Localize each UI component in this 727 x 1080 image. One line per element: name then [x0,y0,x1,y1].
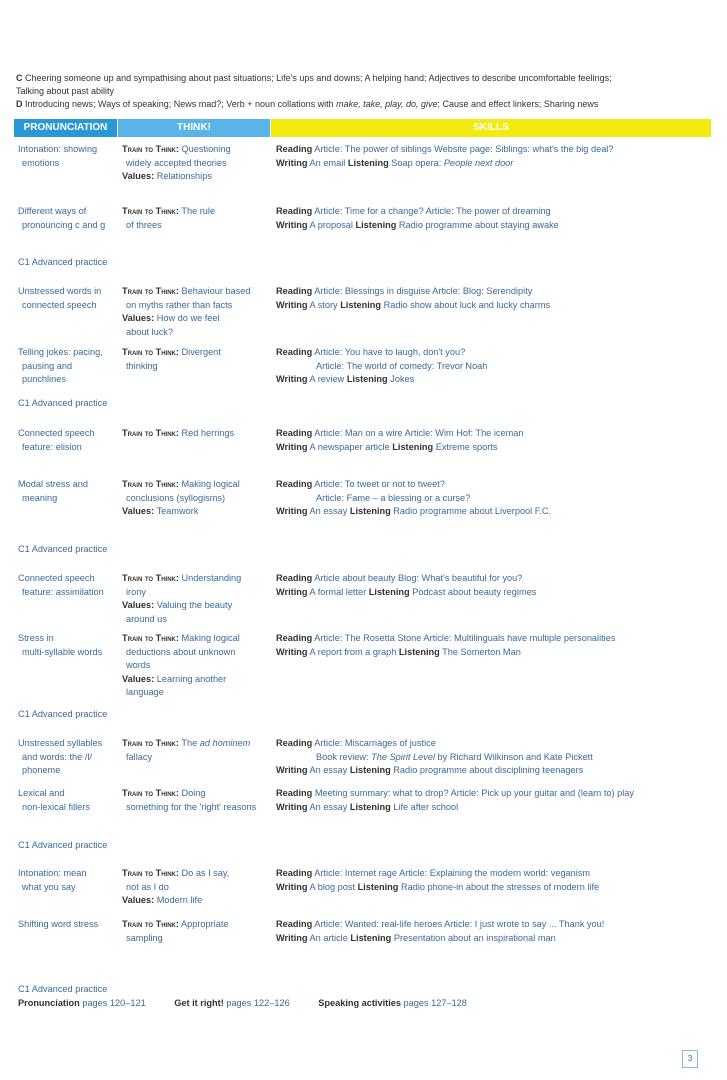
train-text-cont: of threes [126,219,162,230]
unit-d-verbs: make, take, play, do, give [336,99,438,109]
writing-listening [276,299,721,313]
unit-summary [16,72,716,111]
values-text: Learning another [156,673,227,684]
listening-label: Listening [368,586,410,597]
page-number: 3 [682,1050,698,1068]
pronunciation-text: pausing and [22,360,73,371]
reading-text: Article: To tweet or not to tweet? [314,479,445,489]
reading-label: Reading [276,868,313,878]
pronunciation-cell [18,346,116,387]
values-text: Valuing the beauty [156,600,233,610]
pronunciation-text: Stress in [18,633,54,643]
listening-label: Listening [355,219,397,230]
header-pronunciation: PRONUNCIATION [14,119,117,137]
train-label: Train to Think: [122,144,179,154]
think-cell [122,918,274,945]
values-text-cont: around us [126,613,167,624]
writing-listening [276,373,721,387]
advanced-practice-label: C1 Advanced practice [18,257,108,267]
pronunciation-text: Connected speech [18,428,95,438]
listening-text: Soap opera: [391,157,444,168]
skills-cell [276,787,721,814]
reading [276,572,721,586]
advanced-practice-label: C1 Advanced practice [18,984,108,994]
unit-d-summary [16,98,716,111]
reading-label: Reading [276,206,313,216]
reading [276,787,721,801]
reading-text: Article: Blessings in disguise Article: Blog: Serendipity [314,286,533,296]
values-text-cont: about luck? [126,326,173,337]
reading [276,143,721,157]
advanced-practice-label: C1 Advanced practice [18,544,108,554]
unit-c-summary [16,72,716,98]
unit-letter-d: D [16,99,23,109]
reading-text: Article: Wanted: real-life heroes Article: I just wrote to say ... Thank you! [314,919,605,929]
values [122,312,274,326]
listening-title: People next door [443,157,514,168]
skills-cell [276,478,721,519]
reading [276,632,721,646]
pronunciation-cell [18,205,116,232]
values [122,599,274,613]
pronunciation-cell [18,143,116,170]
writing-label: Writing [276,765,308,775]
train-text: Behaviour based [181,286,251,296]
pronunciation-text: multi-syllable words [22,646,103,657]
train-text-cont: deductions about unknown [126,646,236,657]
listening-text: Presentation about an inspirational man [393,932,556,943]
pronunciation-text: Unstressed syllables [18,738,103,748]
reading-label: Reading [276,347,313,357]
think-cell [122,867,274,908]
values-text: Relationships [156,171,212,181]
listening-text: Life after school [393,801,459,812]
train-to-think [122,737,274,751]
skills-cell [276,632,721,659]
skills-cell [276,285,721,312]
footer-speaking-label: Speaking activities [318,998,401,1008]
reading-label: Reading [276,286,313,296]
footer-get-it-right-label: Get it right! [174,998,224,1008]
train-text: Making logical [181,633,240,643]
listening-text: The Somerton Man [442,646,521,657]
train-text: Divergent [181,347,221,357]
train-text-cont: thinking [126,360,158,371]
pronunciation-text: what you say [22,881,76,892]
reading-book-review [276,751,721,765]
skills-cell [276,143,721,170]
think-cell [122,787,274,814]
train-text: Understanding [181,573,242,583]
listening-label: Listening [340,299,382,310]
think-cell [122,346,274,373]
pronunciation-cell [18,285,116,312]
footer-pronunciation-pages: pages 120–121 [82,998,146,1008]
pronunciation-cell [18,632,116,659]
train-label: Train to Think: [122,738,179,748]
pronunciation-text: pronouncing c and g [22,219,106,230]
values-label: Values: [122,895,155,905]
advanced-practice-label: C1 Advanced practice [18,398,108,408]
writing-listening [276,881,721,895]
skills-cell [276,205,721,232]
writing-listening [276,441,721,455]
listening-text: Radio programme about Liverpool F.C. [393,506,552,516]
book-title: The Spirit Level [371,751,435,762]
advanced-practice-label: C1 Advanced practice [18,709,108,719]
train-label: Train to Think: [122,633,179,643]
train-to-think [122,918,274,932]
listening-label: Listening [349,765,391,775]
reading [276,867,721,881]
pronunciation-cell [18,478,116,505]
train-to-think [122,572,274,586]
reading-text: Article: Time for a change? Article: The power of dreaming [314,206,551,216]
pronunciation-text: Shifting word stress [18,919,99,929]
think-cell [122,205,274,232]
values [122,673,274,687]
pronunciation-text: Modal stress and [18,479,88,489]
writing-label: Writing [276,586,308,597]
think-cell [122,632,274,700]
train-label: Train to Think: [122,788,179,798]
footer-speaking-pages: pages 127–128 [403,998,467,1008]
listening-label: Listening [392,441,434,452]
values-label: Values: [122,673,155,684]
think-cell [122,737,274,764]
train-label: Train to Think: [122,347,179,357]
train-to-think [122,867,274,881]
train-text-cont: irony [126,586,146,597]
train-text-cont: not as I do [126,881,169,892]
writing-text: A blog post [309,881,355,892]
listening-label: Listening [398,646,440,657]
skills-cell [276,427,721,454]
train-label: Train to Think: [122,573,179,583]
writing-text: A formal letter [309,586,367,597]
train-text: Making logical [181,479,240,489]
train-text-cont: words [126,660,151,670]
reading-text: Article: Miscarriages of justice [314,738,436,748]
reading-text: Article: The power of siblings Website page: Siblings: what's the big deal? [314,144,614,154]
train-to-think [122,285,274,299]
advanced-practice-label: C1 Advanced practice [18,840,108,850]
reading-text: Article about beauty Blog: What's beautiful for you? [314,573,523,583]
pronunciation-text: punchlines [22,374,66,384]
listening-text: Extreme sports [435,441,498,452]
writing-label: Writing [276,881,308,892]
pronunciation-cell [18,867,116,894]
writing-label: Writing [276,219,308,230]
header-skills: SKILLS [270,119,711,137]
writing-text: An essay [309,765,348,775]
think-cell [122,143,274,184]
pronunciation-text: non-lexical fillers [22,801,90,812]
reading-label: Reading [276,144,313,154]
train-text-cont: conclusions (syllogisms) [126,492,226,503]
values-text-cont: language [126,687,164,697]
unit-letter-c: C [16,73,23,83]
train-text-cont: sampling [126,932,163,943]
reading-text: Article: Internet rage Article: Explaining the modern world: veganism [314,868,591,878]
train-label: Train to Think: [122,206,179,216]
train-text: Questioning [181,144,231,154]
listening-text: Radio phone-in about the stresses of modern life [400,881,600,892]
reading-label: Reading [276,633,313,643]
writing-text: A newspaper article [309,441,390,452]
writing-listening [276,801,721,815]
values-label: Values: [122,600,155,610]
reading-text: Article: Man on a wire Article: Wim Hof: The iceman [314,428,524,438]
unit-c-text: Cheering someone up and sympathising about past situations; Life's ups and downs; A helping hand; Adjectives to describe uncomfortable feelings; [25,73,612,83]
train-label: Train to Think: [122,286,179,296]
pronunciation-text: feature: elision [22,441,82,452]
header-think: THINK! [117,119,270,137]
values [122,894,274,908]
listening-text: Radio programme about disciplining teenagers [393,765,584,775]
skills-cell [276,346,721,387]
skills-cell [276,918,721,945]
writing-label: Writing [276,299,308,310]
train-text: Do as I say, [181,868,230,878]
writing-listening [276,505,721,519]
book-review-text: Book review: [316,751,372,762]
writing-text: An article [309,932,348,943]
reading-text: Meeting summary: what to drop? Article: Pick up your guitar and (learn to) play [314,788,634,798]
writing-label: Writing [276,441,308,452]
listening-text: Jokes [390,374,415,384]
reading-text-cont: Article: Fame – a blessing or a curse? [316,492,471,503]
writing-text: A review [309,374,345,384]
reading-label: Reading [276,428,313,438]
values-label: Values: [122,171,155,181]
writing-label: Writing [276,157,308,168]
writing-listening [276,932,721,946]
train-text: The rule [181,206,216,216]
unit-d-text-end: ; Cause and effect linkers; Sharing news [437,99,599,109]
values [122,170,274,184]
pronunciation-text: feature: assimilation [22,586,104,597]
listening-label: Listening [349,506,391,516]
pronunciation-text: Different ways of [18,206,87,216]
train-label: Train to Think: [122,919,179,929]
reading-text: Article: The Rosetta Stone Article: Multilinguals have multiple personalities [314,633,616,643]
values-label: Values: [122,313,155,323]
writing-text: A report from a graph [309,646,397,657]
reading-label: Reading [276,573,313,583]
pronunciation-cell [18,572,116,599]
pronunciation-text: Telling jokes: pacing, [18,347,103,357]
pronunciation-text: Intonation: mean [18,868,87,878]
train-label: Train to Think: [122,868,179,878]
reading-label: Reading [276,919,313,929]
writing-listening [276,764,721,778]
unit-d-text: Introducing news; Ways of speaking; News mad?; Verb + noun collations with [25,99,337,109]
reading [276,285,721,299]
train-to-think [122,787,274,801]
book-authors: by Richard Wilkinson and Kate Pickett [435,751,593,762]
think-cell [122,478,274,519]
writing-text: An email [309,157,346,168]
values-text: Teamwork [156,506,199,516]
pronunciation-text: phoneme [22,765,61,775]
pronunciation-text: connected speech [22,299,97,310]
values-label: Values: [122,506,155,516]
listening-label: Listening [346,374,388,384]
pronunciation-text: and words: the /l/ [22,751,92,762]
writing-listening [276,586,721,600]
writing-listening [276,157,721,171]
think-cell [122,285,274,339]
pronunciation-cell [18,427,116,454]
train-to-think [122,143,274,157]
reading-label: Reading [276,738,313,748]
train-text: Doing [181,788,206,798]
train-text: Appropriate [181,919,229,929]
pronunciation-text: Connected speech [18,573,95,583]
skills-cell [276,737,721,778]
page-footer [18,997,493,1011]
writing-label: Writing [276,932,308,943]
train-to-think [122,632,274,646]
listening-text: Podcast about beauty regimes [412,586,537,597]
values [122,505,274,519]
listening-label: Listening [350,932,392,943]
pronunciation-cell [18,737,116,778]
values-text: How do we feel [156,313,220,323]
train-text-cont: something for the 'right' reasons [126,801,257,812]
think-cell [122,427,274,441]
reading [276,918,721,932]
reading [276,346,721,360]
train-to-think [122,205,274,219]
think-cell [122,572,274,626]
pronunciation-text: Lexical and [18,788,65,798]
train-to-think [122,427,274,441]
values-text: Modern life [156,895,203,905]
reading-text: Article: You have to laugh, don't you? [314,347,466,357]
writing-listening [276,646,721,660]
table-header [14,119,711,137]
footer-get-it-right-pages: pages 122–126 [226,998,290,1008]
listening-label: Listening [357,881,399,892]
pronunciation-cell [18,918,116,932]
listening-text: Radio programme about staying awake [398,219,559,230]
reading [276,205,721,219]
writing-label: Writing [276,801,308,812]
train-text-cont: fallacy [126,751,153,762]
train-label: Train to Think: [122,428,179,438]
pronunciation-cell [18,787,116,814]
reading-label: Reading [276,788,313,798]
writing-text: A proposal [309,219,353,230]
writing-label: Writing [276,506,308,516]
writing-text: An essay [309,801,348,812]
reading [276,427,721,441]
writing-listening [276,219,721,233]
pronunciation-text: Intonation: showing [18,144,98,154]
listening-text: Radio show about luck and lucky charms [383,299,551,310]
reading [276,478,721,492]
listening-label: Listening [347,157,389,168]
pronunciation-text: emotions [22,157,60,168]
train-to-think [122,346,274,360]
pronunciation-text: meaning [22,492,58,503]
train-text-cont: widely accepted theories [126,157,227,168]
writing-label: Writing [276,646,308,657]
train-to-think [122,478,274,492]
reading [276,737,721,751]
skills-cell [276,867,721,894]
train-label: Train to Think: [122,479,179,489]
train-text-cont: on myths rather than facts [126,299,233,310]
train-text: Red herrings [181,428,235,438]
train-text: The [181,738,200,748]
train-text-italic: ad hominem [199,738,251,748]
unit-c-text-2: Talking about past ability [16,86,115,96]
footer-pronunciation-label: Pronunciation [18,998,80,1008]
writing-label: Writing [276,374,308,384]
reading-text-cont: Article: The world of comedy: Trevor Noah [316,360,488,371]
writing-text: An essay [309,506,348,516]
pronunciation-text: Unstressed words in [18,286,102,296]
writing-text: A story [309,299,338,310]
reading-label: Reading [276,479,313,489]
skills-cell [276,572,721,599]
listening-label: Listening [349,801,391,812]
